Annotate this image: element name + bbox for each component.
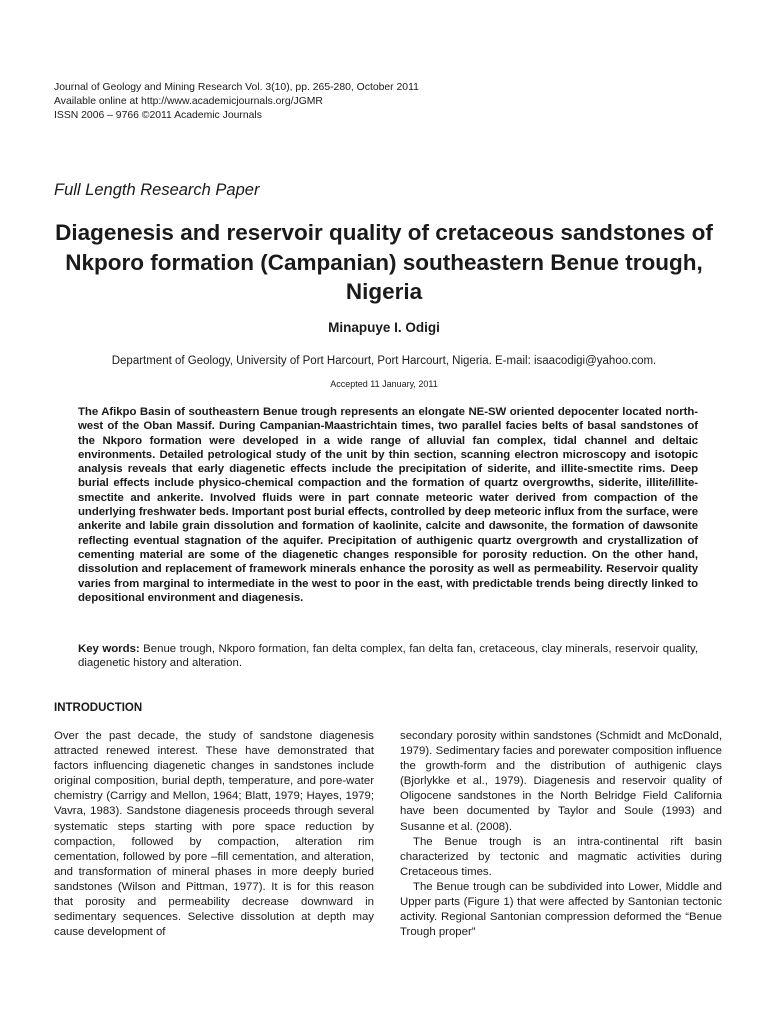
keywords-text: Benue trough, Nkporo formation, fan delta complex, fan delta fan, cretaceous, clay minerals, reservoir quality, diagenetic history and alteration. [78, 643, 698, 670]
keywords [78, 642, 698, 671]
author-affiliation: Department of Geology, University of Port Harcourt, Port Harcourt, Nigeria. E-mail: isaacodigi@yahoo.com. [111, 355, 657, 367]
keywords-label: Key words: [78, 643, 140, 655]
accepted-date: Accepted 11 January, 2011 [330, 379, 438, 389]
intro-paragraph-2: The Benue trough is an intra-continental rift basin characterized by tectonic and magmatic activities during Cretaceous times. [400, 835, 722, 878]
intro-paragraph-1-continued: secondary porosity within sandstones (Schmidt and McDonald, 1979). Sedimentary facies and porewater composition influence the growth-form and the distribution of authigenic clays (Bjorlykke et al., 1979). Diagenesis and reservoir quality of Oligocene sandstones in the North Belridge Field California have been documented by Taylor and Soule (1993) and Susanne et al. (2008). [400, 730, 722, 833]
column-left [54, 729, 374, 940]
paper-type: Full Length Research Paper [54, 181, 260, 199]
column-right [400, 729, 722, 940]
intro-paragraph-1: Over the past decade, the study of sandstone diagenesis attracted renewed interest. These have demonstrated that factors influencing diagenetic changes in sandstones include original composition, burial depth, temperature, and pore-water chemistry (Carrigy and Mellon, 1964; Blatt, 1979; Hayes, 1979; Vavra, 1983). Sandstone diagenesis proceeds through several systematic steps starting with pore space reduction by compaction, followed by compaction, alteration rim cementation, followed by pore –fill cementation, and alteration, and transformation of mineral phases in more deeply buried sandstones (Wilson and Pittman, 1977). It is for this reason that porosity and permeability decrease downward in sedimentary sequences. Selective dissolution at depth may cause development of [54, 730, 374, 939]
paper-title: Diagenesis and reservoir quality of cretaceous sandstones of Nkporo formation (Campanian) southeastern Benue trough, Nigeria [55, 220, 713, 304]
journal-url: Available online at http://www.academicjournals.org/JGMR [54, 96, 323, 107]
abstract: The Afikpo Basin of southeastern Benue trough represents an elongate NE-SW oriented depocenter located north-west of the Oban Massif. During Campanian-Maastrichtain times, two parallel facies belts of basal sandstones of the Nkporo formation were developed in a wide range of alluvial fan complex, tidal channel and deltaic environments. Detailed petrological study of the unit by thin section, scanning electron microscopy and isotopic analysis reveals that early diagenetic effects include the precipitation of siderite, and illite-smectite rims. Deep burial effects include physico-chemical compaction and the formation of quartz overgrowths, siderite, illite/illite-smectite and ankerite. Involved fluids were in part connate meteoric water derived from compaction of the underlying freshwater beds. Important post burial effects, controlled by deep meteoric influx from the surface, were ankerite and labile grain dissolution and formation of kaolinite, calcite and dawsonite, the formation of dawsonite reflecting eventual stagnation of the aquifer. Precipitation of authigenic quartz overgrowth and crystallization of cementing material are some of the diagenetic changes responsible for porosity reduction. On the other hand, dissolution and replacement of framework minerals enhance the porosity as well as permeability. Reservoir quality varies from marginal to intermediate in the west to poor in the east, with predictable trends being directly linked to depositional environment and diagenesis. [78, 406, 698, 604]
intro-paragraph-3: The Benue trough can be subdivided into Lower, Middle and Upper parts (Figure 1) that were affected by Santonian tectonic activity. Regional Santonian compression deformed the “Benue Trough proper” [400, 880, 722, 939]
journal-citation: Journal of Geology and Mining Research Vol. 3(10), pp. 265-280, October 2011 [54, 82, 419, 93]
journal-issn: ISSN 2006 – 9766 ©2011 Academic Journals [54, 110, 262, 121]
section-heading-introduction: INTRODUCTION [54, 702, 143, 714]
journal-header [54, 81, 419, 123]
author-name: Minapuye I. Odigi [328, 320, 440, 335]
